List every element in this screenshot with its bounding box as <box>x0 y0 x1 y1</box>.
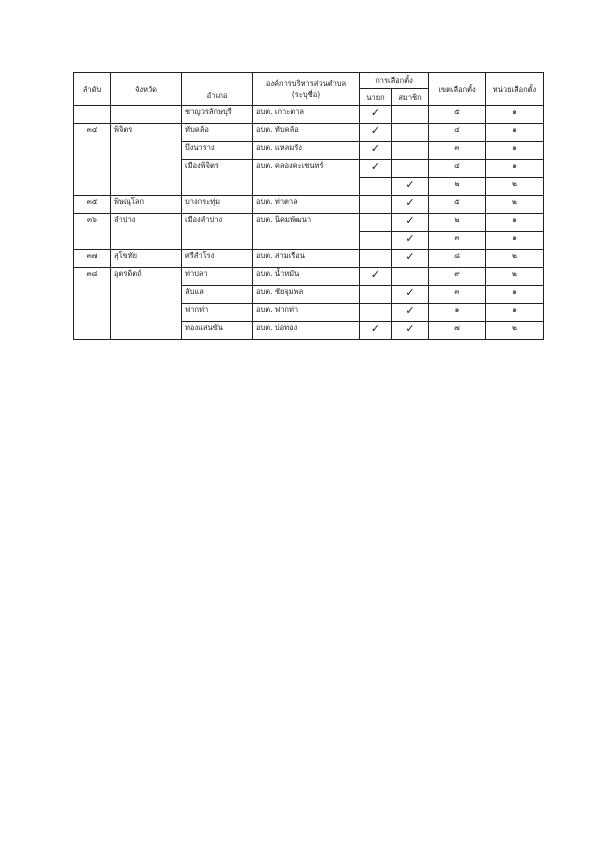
mayor-cell <box>360 322 392 340</box>
check-icon: ✓ <box>405 250 415 263</box>
header-province: จังหวัด <box>111 73 182 106</box>
check-icon: ✓ <box>370 160 381 173</box>
org-cell: อบต. แหลมรัง <box>253 142 360 160</box>
zone-cell: ๕ <box>429 106 486 124</box>
org-cell: อบต. นิคมพัฒนา <box>253 214 360 232</box>
seq-cell <box>74 160 111 178</box>
header-zone: เขตเลือกตั้ง <box>429 73 486 106</box>
header-org-title: องค์การบริหารส่วนตำบล <box>265 79 347 88</box>
province-cell <box>111 142 182 160</box>
mayor-cell <box>360 214 392 232</box>
seq-cell <box>74 142 111 160</box>
table-row <box>74 286 544 304</box>
header-unit: หน่วยเลือกตั้ง <box>486 73 544 106</box>
member-cell <box>392 268 429 286</box>
check-icon: ✓ <box>405 304 415 317</box>
check-icon: ✓ <box>405 232 415 245</box>
district-cell: ฟากท่า <box>182 304 253 322</box>
check-icon: ✓ <box>405 214 415 227</box>
zone-cell: ๘ <box>429 250 486 268</box>
header-org <box>253 73 360 106</box>
unit-cell: ๑ <box>486 304 544 322</box>
unit-cell: ๒ <box>486 178 544 196</box>
unit-cell: ๑ <box>486 142 544 160</box>
unit-cell: ๑ <box>486 160 544 178</box>
org-cell: อบต. คลองคะเชนทร์ <box>253 160 360 178</box>
seq-cell <box>74 106 111 124</box>
mayor-cell <box>360 106 392 124</box>
district-cell <box>182 178 253 196</box>
zone-cell: ๒ <box>429 214 486 232</box>
mayor-cell <box>360 304 392 322</box>
org-cell: อบต. เกาะตาล <box>253 106 360 124</box>
district-cell: ทองแสนขัน <box>182 322 253 340</box>
check-icon: ✓ <box>370 322 381 335</box>
header-election: การเลือกตั้ง <box>360 73 429 89</box>
check-icon: ✓ <box>370 124 381 137</box>
table-row <box>74 178 544 196</box>
member-cell <box>392 196 429 214</box>
org-cell: อบต. น้ำหมัน <box>253 268 360 286</box>
check-icon: ✓ <box>405 322 415 335</box>
zone-cell: ๕ <box>429 196 486 214</box>
province-cell <box>111 178 182 196</box>
org-cell <box>253 232 360 250</box>
unit-cell: ๑ <box>486 232 544 250</box>
district-cell <box>182 232 253 250</box>
district-cell: ท่าปลา <box>182 268 253 286</box>
province-cell <box>111 322 182 340</box>
seq-cell: ๓๘ <box>74 268 111 286</box>
table-row <box>74 160 544 178</box>
org-cell: อบต. ท่าตาล <box>253 196 360 214</box>
member-cell <box>392 124 429 142</box>
table-row <box>74 196 544 214</box>
org-cell <box>253 178 360 196</box>
seq-cell <box>74 322 111 340</box>
province-cell: สุโขทัย <box>111 250 182 268</box>
member-cell <box>392 286 429 304</box>
district-cell: ชาญวรลักษบุรี <box>182 106 253 124</box>
header-member: สมาชิก <box>392 89 429 106</box>
province-cell: อุตรดิตถ์ <box>111 268 182 286</box>
district-cell: เมืองพิจิตร <box>182 160 253 178</box>
district-cell: เมืองลำปาง <box>182 214 253 232</box>
org-cell: อบต. สามเรือน <box>253 250 360 268</box>
district-cell: ทับคล้อ <box>182 124 253 142</box>
district-cell: ศรีสำโรง <box>182 250 253 268</box>
unit-cell: ๑ <box>486 214 544 232</box>
province-cell <box>111 160 182 178</box>
header-district: อำเภอ <box>182 73 253 106</box>
member-cell <box>392 304 429 322</box>
zone-cell: ๓ <box>429 286 486 304</box>
member-cell <box>392 322 429 340</box>
province-cell <box>111 304 182 322</box>
unit-cell: ๑ <box>486 286 544 304</box>
mayor-cell <box>360 160 392 178</box>
mayor-cell <box>360 124 392 142</box>
province-cell <box>111 286 182 304</box>
zone-cell: ๙ <box>429 268 486 286</box>
member-cell <box>392 250 429 268</box>
table-row <box>74 268 544 286</box>
district-cell: ลับแล <box>182 286 253 304</box>
province-cell: ลำปาง <box>111 214 182 232</box>
org-cell: อบต. ฟากท่า <box>253 304 360 322</box>
seq-cell: ๓๕ <box>74 196 111 214</box>
table-row <box>74 124 544 142</box>
province-cell <box>111 106 182 124</box>
member-cell <box>392 178 429 196</box>
zone-cell: ๓ <box>429 232 486 250</box>
member-cell <box>392 214 429 232</box>
seq-cell <box>74 286 111 304</box>
mayor-cell <box>360 196 392 214</box>
zone-cell: ๓ <box>429 142 486 160</box>
seq-cell <box>74 232 111 250</box>
member-cell <box>392 160 429 178</box>
check-icon: ✓ <box>370 268 381 281</box>
check-icon: ✓ <box>405 178 415 191</box>
unit-cell: ๒ <box>486 268 544 286</box>
org-cell: อบต. บ่อทอง <box>253 322 360 340</box>
mayor-cell <box>360 232 392 250</box>
table-row <box>74 214 544 232</box>
member-cell <box>392 106 429 124</box>
member-cell <box>392 232 429 250</box>
seq-cell: ๓๗ <box>74 250 111 268</box>
zone-cell: ๑ <box>429 304 486 322</box>
district-cell: บึงนาราง <box>182 142 253 160</box>
table-row <box>74 304 544 322</box>
check-icon: ✓ <box>405 196 415 209</box>
unit-cell: ๒ <box>486 196 544 214</box>
header-seq: ลำดับ <box>74 73 111 106</box>
mayor-cell <box>360 250 392 268</box>
mayor-cell <box>360 286 392 304</box>
zone-cell: ๔ <box>429 160 486 178</box>
header-org-sub: (ระบุชื่อ) <box>291 90 321 99</box>
mayor-cell <box>360 178 392 196</box>
seq-cell <box>74 304 111 322</box>
member-cell <box>392 142 429 160</box>
table-row <box>74 250 544 268</box>
check-icon: ✓ <box>370 106 381 119</box>
table-row <box>74 322 544 340</box>
table-row <box>74 232 544 250</box>
zone-cell: ๔ <box>429 124 486 142</box>
province-cell <box>111 232 182 250</box>
seq-cell: ๓๖ <box>74 214 111 232</box>
unit-cell: ๑ <box>486 106 544 124</box>
election-table <box>73 72 544 340</box>
org-cell: อบต. ทับคล้อ <box>253 124 360 142</box>
unit-cell: ๒ <box>486 250 544 268</box>
org-cell: อบต. ชัยจุมพล <box>253 286 360 304</box>
table-row <box>74 142 544 160</box>
table-body <box>74 106 544 340</box>
district-cell: บางกระทุ่ม <box>182 196 253 214</box>
check-icon: ✓ <box>405 286 415 299</box>
zone-cell: ๒ <box>429 178 486 196</box>
province-cell: พิจิตร <box>111 124 182 142</box>
mayor-cell <box>360 142 392 160</box>
seq-cell <box>74 178 111 196</box>
unit-cell: ๒ <box>486 322 544 340</box>
unit-cell: ๑ <box>486 124 544 142</box>
mayor-cell <box>360 268 392 286</box>
check-icon: ✓ <box>370 142 381 155</box>
zone-cell: ๗ <box>429 322 486 340</box>
province-cell: พิษณุโลก <box>111 196 182 214</box>
seq-cell: ๓๔ <box>74 124 111 142</box>
header-mayor: นายก <box>360 89 392 106</box>
table-row <box>74 106 544 124</box>
